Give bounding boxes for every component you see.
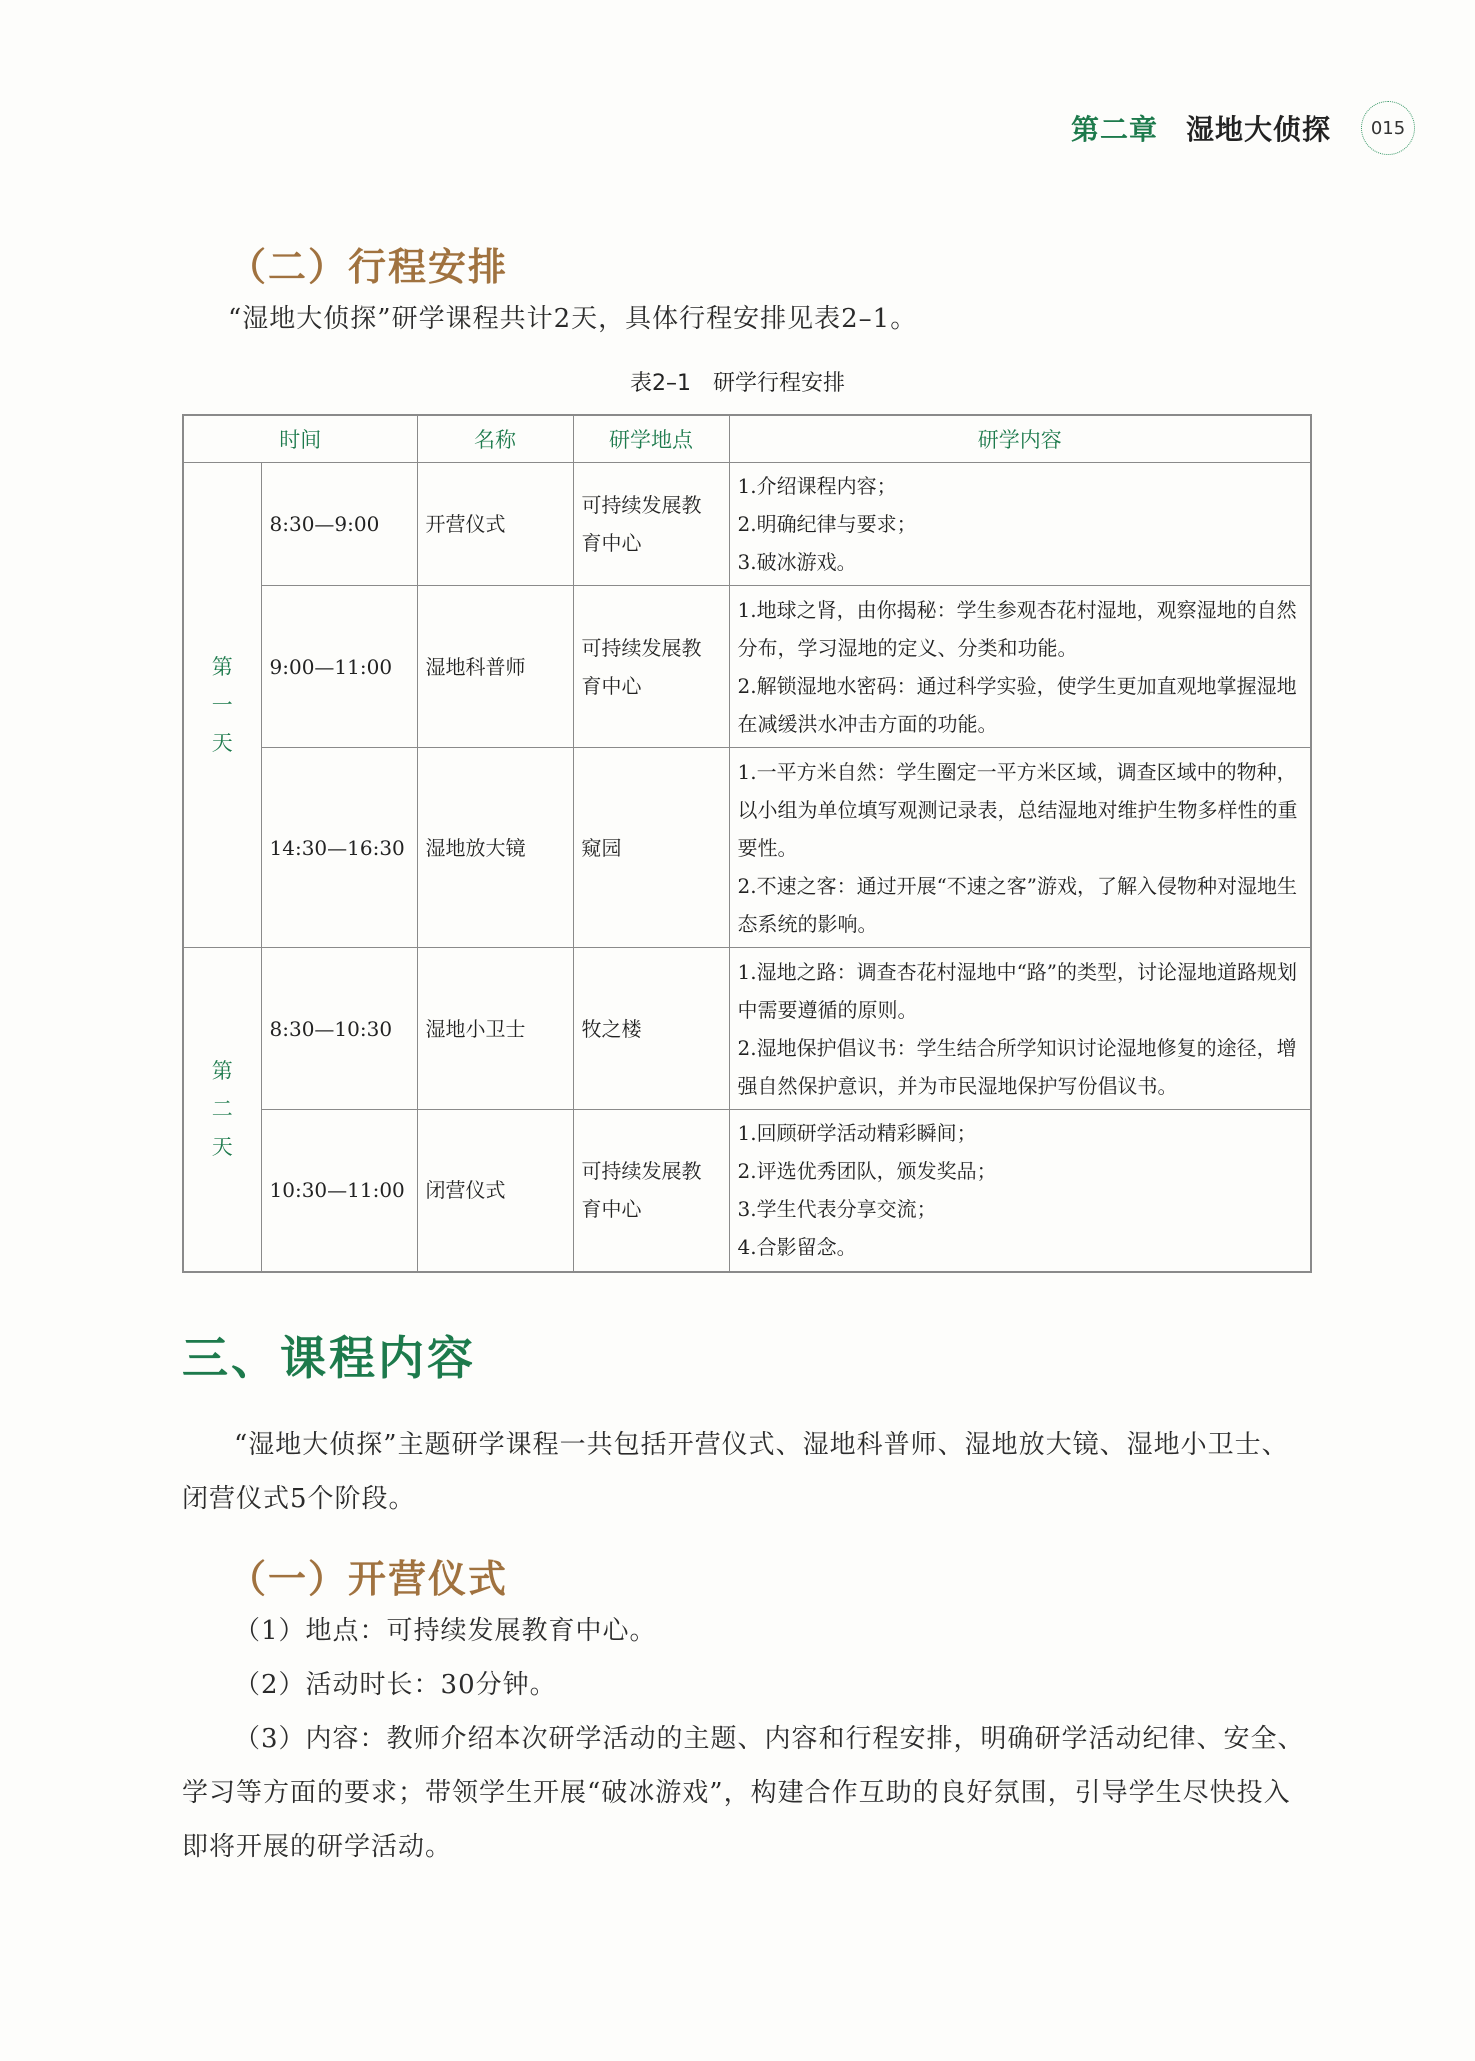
content-line: 1.一平方米自然：学生圈定一平方米区域，调查区域中的物种，以小组为单位填写观测记录表，总结湿地对维护生物多样性的重要性。 <box>737 759 1298 860</box>
table-caption: 表2–1 研学行程安排 <box>630 371 845 396</box>
content-line: 2.解锁湿地水密码：通过科学实验，使学生更加直观地掌握湿地在减缓洪水冲击方面的功能。 <box>737 673 1297 736</box>
day-label <box>183 463 261 948</box>
table-header-row <box>183 415 1311 463</box>
name-cell: 闭营仪式 <box>417 1110 573 1272</box>
content-cell <box>729 586 1311 748</box>
table-row <box>183 948 1311 1110</box>
name-cell: 湿地小卫士 <box>417 948 573 1110</box>
page-header <box>1071 100 1415 156</box>
location-cell: 可持续发展教育中心 <box>573 586 729 748</box>
content-line: 1.回顾研学活动精彩瞬间； <box>737 1121 977 1146</box>
content-line: 3.破冰游戏。 <box>737 550 857 574</box>
location-cell: 可持续发展教育中心 <box>573 1110 729 1272</box>
header-content: 研学内容 <box>729 415 1311 463</box>
name-cell: 湿地科普师 <box>417 586 573 748</box>
content-line: 1.湿地之路：调查杏花村湿地中“路”的类型，讨论湿地道路规划中需要遵循的原则。 <box>737 959 1298 1022</box>
schedule-heading: （二）行程安排 <box>228 244 509 289</box>
header-time: 时间 <box>183 415 417 463</box>
day-label <box>183 948 261 1272</box>
course-content-heading: 三、课程内容 <box>182 1331 476 1385</box>
content-cell <box>729 463 1311 586</box>
location-cell: 牧之楼 <box>573 948 729 1110</box>
name-cell: 开营仪式 <box>417 463 573 586</box>
opening-item-duration: （2）活动时长：30分钟。 <box>234 1670 557 1700</box>
table-body <box>183 463 1311 1272</box>
content-line: 2.湿地保护倡议书：学生结合所学知识讨论湿地修复的途径，增强自然保护意识，并为市民湿地保护写份倡议书。 <box>737 1035 1297 1098</box>
table-row <box>183 463 1311 586</box>
time-cell: 14:30—16:30 <box>261 748 417 948</box>
content-line: 1.地球之肾，由你揭秘：学生参观杏花村湿地，观察湿地的自然分布，学习湿地的定义、分类和功能。 <box>737 597 1297 660</box>
time-cell: 8:30—9:00 <box>261 463 417 586</box>
location-cell: 窥园 <box>573 748 729 948</box>
time-cell: 10:30—11:00 <box>261 1110 417 1272</box>
content-line: 2.不速之客：通过开展“不速之客”游戏，了解入侵物种对湿地生态系统的影响。 <box>737 873 1298 936</box>
table-row <box>183 748 1311 948</box>
content-line: 1.介绍课程内容； <box>737 474 897 498</box>
time-cell: 8:30—10:30 <box>261 948 417 1110</box>
content-cell <box>729 948 1311 1110</box>
schedule-intro: “湿地大侦探”研学课程共计2天，具体行程安排见表2–1。 <box>228 304 918 334</box>
opening-heading: （一）开营仪式 <box>228 1556 509 1601</box>
chapter-label: 第二章 <box>1070 113 1158 146</box>
schedule-table <box>182 414 1312 1273</box>
content-cell <box>729 1110 1311 1272</box>
opening-item-content: （3）内容：教师介绍本次研学活动的主题、内容和行程安排，明确研学活动纪律、安全、学习等方面的要求；带领学生开展“破冰游戏”，构建合作互助的良好氛围，引导学生尽快投入即将开展的研学活动。 <box>182 1724 1305 1862</box>
header-location: 研学地点 <box>573 415 729 463</box>
content-cell <box>729 748 1311 948</box>
day-label-text: 第一天 <box>211 655 233 755</box>
name-cell: 湿地放大镜 <box>417 748 573 948</box>
table-row <box>183 586 1311 748</box>
day-label-text: 第二天 <box>211 1059 233 1160</box>
header-name: 名称 <box>417 415 573 463</box>
location-cell: 可持续发展教育中心 <box>573 463 729 586</box>
content-line: 3.学生代表分享交流； <box>737 1197 937 1222</box>
content-line: 2.明确纪律与要求； <box>737 512 917 536</box>
chapter-title: 湿地大侦探 <box>1185 113 1331 146</box>
content-line: 2.评选优秀团队，颁发奖品； <box>737 1159 997 1184</box>
content-line: 4.合影留念。 <box>737 1235 857 1260</box>
opening-item-location: （1）地点：可持续发展教育中心。 <box>234 1616 657 1646</box>
table-row <box>183 1110 1311 1272</box>
time-cell: 9:00—11:00 <box>261 586 417 748</box>
course-content-intro: “湿地大侦探”主题研学课程一共包括开营仪式、湿地科普师、湿地放大镜、湿地小卫士、闭营仪式5个阶段。 <box>182 1430 1289 1514</box>
page-number: 015 <box>1361 101 1415 155</box>
